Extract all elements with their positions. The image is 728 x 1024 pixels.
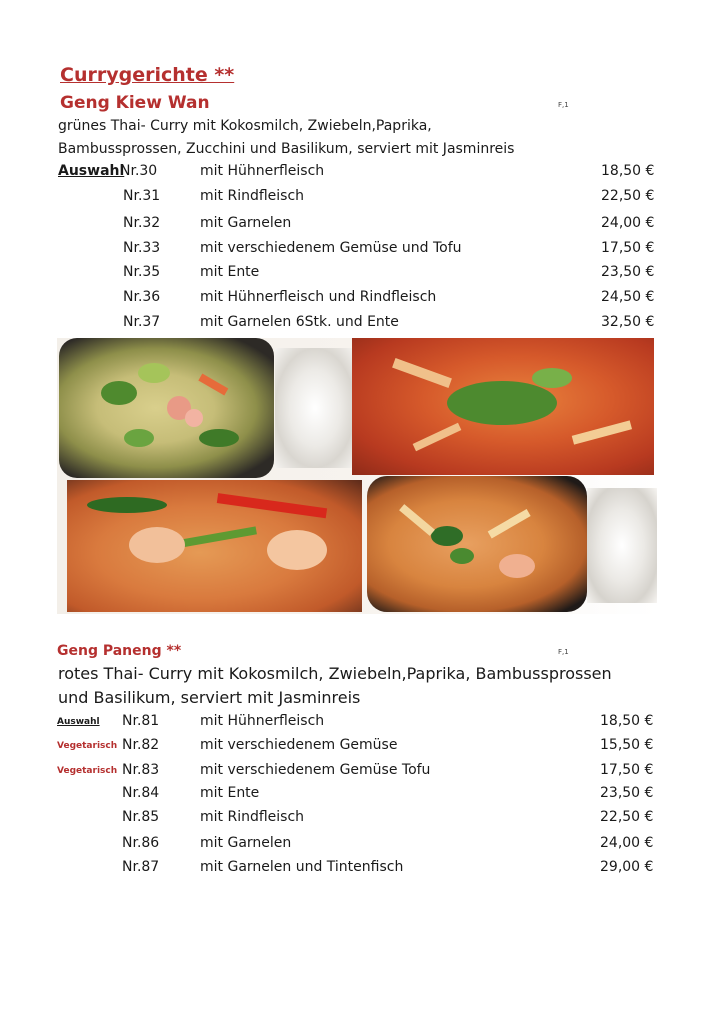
item-name: mit Garnelen 6Stk. und Ente xyxy=(200,314,399,330)
dish-description-line-1: rotes Thai- Curry mit Kokosmilch, Zwiebeln,Paprika, Bambussprossen xyxy=(58,664,612,683)
menu-item xyxy=(57,713,657,733)
photo-rice-bowl-2 xyxy=(587,488,657,603)
allergen-code: F,1 xyxy=(558,101,569,109)
menu-item xyxy=(58,188,658,208)
item-price: 24,50 € xyxy=(601,289,655,305)
item-price: 17,50 € xyxy=(601,240,655,256)
item-name: mit Garnelen xyxy=(200,835,292,851)
menu-item xyxy=(58,240,658,260)
menu-item xyxy=(57,835,657,855)
menu-item xyxy=(58,264,658,284)
item-number: Nr.85 xyxy=(122,809,160,825)
item-name: mit Ente xyxy=(200,264,260,280)
item-price: 32,50 € xyxy=(601,314,655,330)
dish-title-geng-paneng: Geng Paneng ** xyxy=(57,643,182,659)
dish-description-line-2: und Basilikum, serviert mit Jasminreis xyxy=(58,688,361,707)
menu-item xyxy=(58,289,658,309)
item-number: Nr.84 xyxy=(122,785,160,801)
item-name: mit Hühnerfleisch und Rindfleisch xyxy=(200,289,437,305)
item-name: mit verschiedenem Gemüse und Tofu xyxy=(200,240,462,256)
dish-description-line-1: grünes Thai- Curry mit Kokosmilch, Zwiebeln,Paprika, xyxy=(58,118,432,134)
item-number: Nr.31 xyxy=(123,188,161,204)
item-name: mit Ente xyxy=(200,785,260,801)
item-number: Nr.35 xyxy=(123,264,161,280)
item-number: Nr.30 xyxy=(120,163,158,179)
vegetarian-label: Vegetarisch xyxy=(57,766,118,776)
item-name: mit Rindfleisch xyxy=(200,809,305,825)
item-number: Nr.81 xyxy=(122,713,160,729)
item-price: 24,00 € xyxy=(601,215,655,231)
item-price: 22,50 € xyxy=(601,188,655,204)
item-price: 18,50 € xyxy=(600,713,654,729)
item-number: Nr.37 xyxy=(123,314,161,330)
menu-item xyxy=(57,809,657,829)
dish-photo-collage xyxy=(57,338,658,614)
item-price: 22,50 € xyxy=(600,809,654,825)
item-price: 23,50 € xyxy=(601,264,655,280)
vegetarian-label: Vegetarisch xyxy=(57,741,118,751)
item-price: 18,50 € xyxy=(601,163,655,179)
item-price: 23,50 € xyxy=(600,785,654,801)
item-number: Nr.33 xyxy=(123,240,161,256)
section-title: Currygerichte ** xyxy=(60,64,235,86)
item-name: mit Garnelen und Tintenfisch xyxy=(200,859,404,875)
menu-item xyxy=(57,737,657,757)
dish-description-line-2: Bambussprossen, Zucchini und Basilikum, serviert mit Jasminreis xyxy=(58,141,515,157)
item-price: 17,50 € xyxy=(600,762,654,778)
menu-item xyxy=(57,762,657,782)
item-name: mit verschiedenem Gemüse xyxy=(200,737,398,753)
item-name: mit Hühnerfleisch xyxy=(200,163,325,179)
auswahl-label: Auswahl xyxy=(58,163,125,179)
dish-title-geng-kiew-wan: Geng Kiew Wan xyxy=(60,93,210,113)
photo-curry-bowl xyxy=(367,476,587,612)
item-name: mit Garnelen xyxy=(200,215,292,231)
item-number: Nr.82 xyxy=(122,737,160,753)
item-name: mit Hühnerfleisch xyxy=(200,713,325,729)
item-number: Nr.86 xyxy=(122,835,160,851)
allergen-code: F,1 xyxy=(558,648,569,656)
item-price: 29,00 € xyxy=(600,859,654,875)
photo-rice-bowl xyxy=(275,348,355,468)
item-number: Nr.32 xyxy=(123,215,161,231)
item-name: mit Rindfleisch xyxy=(200,188,305,204)
menu-item xyxy=(58,314,658,334)
item-name: mit verschiedenem Gemüse Tofu xyxy=(200,762,431,778)
menu-item xyxy=(57,859,657,879)
item-number: Nr.87 xyxy=(122,859,160,875)
menu-item xyxy=(58,215,658,235)
menu-item xyxy=(57,785,657,805)
item-price: 24,00 € xyxy=(600,835,654,851)
item-number: Nr.36 xyxy=(123,289,161,305)
item-number: Nr.83 xyxy=(122,762,160,778)
auswahl-label: Auswahl xyxy=(57,717,100,727)
photo-shrimp-curry xyxy=(67,480,362,612)
menu-item xyxy=(58,163,658,183)
item-price: 15,50 € xyxy=(600,737,654,753)
photo-green-curry xyxy=(59,338,274,478)
photo-red-curry-basil xyxy=(352,338,654,475)
